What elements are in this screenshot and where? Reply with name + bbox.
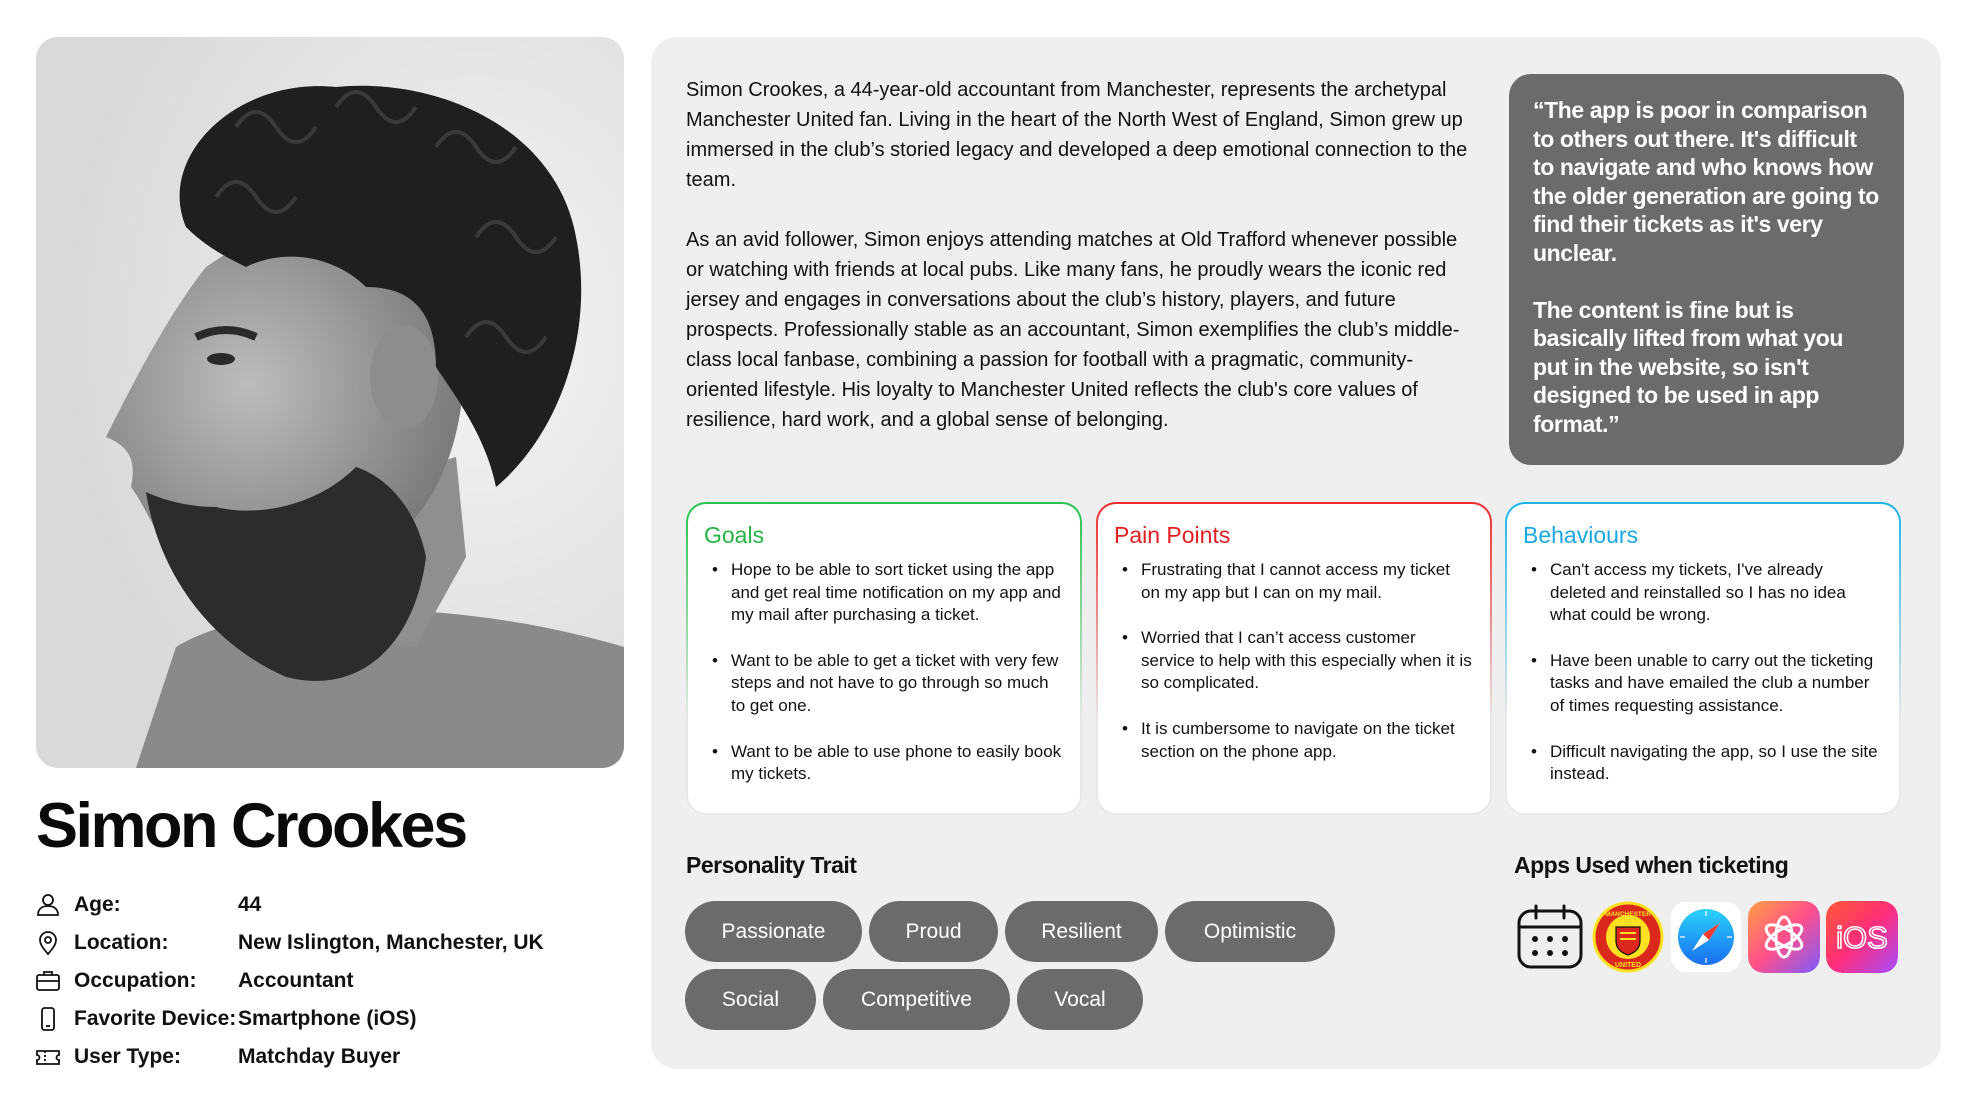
persona-photo — [36, 37, 624, 768]
user-icon — [34, 891, 62, 919]
attribute-value: Smartphone (iOS) — [238, 1007, 417, 1030]
manchester-united-crest-icon — [1592, 901, 1664, 973]
briefcase-icon — [34, 967, 62, 995]
attribute-favorite-device — [34, 1000, 634, 1038]
crest-bottom-text: UNITED — [1614, 962, 1642, 969]
behaviours-list — [1523, 559, 1881, 786]
attribute-label: Age: — [74, 893, 121, 916]
ios-label: iOS — [1836, 920, 1888, 955]
attribute-user-type — [34, 1038, 634, 1076]
list-item: • Want to be able to use phone to easily book my tickets. — [731, 741, 1062, 786]
goals-list — [704, 559, 1062, 786]
persona-bio — [686, 75, 1476, 435]
ios-icon — [1826, 901, 1898, 973]
location-pin-icon — [34, 929, 62, 957]
attribute-label: Favorite Device: — [74, 1007, 237, 1030]
quote-paragraph: The content is fine but is basically lifted from what you put in the website, so isn't designed to be used in app format.” — [1533, 296, 1844, 437]
list-item: • Hope to be able to sort ticket using the app and get real time notification on my app and my mail after purchasing a ticket. — [731, 559, 1062, 627]
list-item: • It is cumbersome to navigate on the ticket section on the phone app. — [1141, 718, 1472, 763]
attribute-label: Occupation: — [74, 969, 197, 992]
attribute-occupation — [34, 962, 634, 1000]
ai-assistant-icon — [1748, 901, 1820, 973]
behaviours-title: Behaviours — [1523, 522, 1639, 548]
list-item: • Have been unable to carry out the ticketing tasks and have emailed the club a number of times requesting assistance. — [1550, 650, 1881, 718]
trait-pill: Passionate — [685, 901, 862, 962]
smartphone-icon — [34, 1005, 62, 1033]
trait-pill: Optimistic — [1165, 901, 1335, 962]
trait-pill: Social — [685, 969, 816, 1030]
behaviours-card — [1505, 502, 1901, 815]
list-item: • Difficult navigating the app, so I use the site instead. — [1550, 741, 1881, 786]
calendar-icon — [1514, 901, 1586, 973]
persona-portrait-illustration — [36, 37, 624, 768]
persona-quote — [1509, 74, 1904, 465]
apps-title: Apps Used when ticketing — [1514, 852, 1789, 878]
ticket-icon — [34, 1043, 62, 1071]
trait-pill: Competitive — [823, 969, 1010, 1030]
pain-points-card — [1096, 502, 1492, 815]
crest-top-text: MANCHESTER — [1605, 911, 1651, 918]
goals-title: Goals — [704, 522, 765, 548]
list-item: • Frustrating that I cannot access my ticket on my app but I can on my mail. — [1141, 559, 1472, 604]
attribute-location — [34, 924, 634, 962]
attribute-label: Location: — [74, 931, 169, 954]
quote-paragraph: “The app is poor in comparison to others out there. It's difficult to navigate and who knows how the older generation are going to find their tickets as it's very unclear. — [1533, 97, 1879, 266]
personality-title: Personality Trait — [686, 852, 857, 878]
list-item: • Want to be able to get a ticket with very few steps and not have to go through so much to get one. — [731, 650, 1062, 718]
persona-attributes — [34, 886, 634, 1076]
list-item: • Can't access my tickets, I've already deleted and reinstalled so I has no idea what could be wrong. — [1550, 559, 1881, 627]
bio-paragraph: Simon Crookes, a 44-year-old accountant from Manchester, represents the archetypal Manchester United fan. Living in the heart of the North West of England, Simon grew up immersed in the club’s storied legacy and developed a deep emotional connection to the team. — [686, 79, 1468, 191]
bio-paragraph: As an avid follower, Simon enjoys attending matches at Old Trafford whenever possible or watching with friends at local pubs. Like many fans, he proudly wears the iconic red jersey and engages in conversations about the club’s history, players, and future prospects. Professionally stable as an accountant, Simon exemplifies the club’s middle-class local fanbase, combining a passion for football with a pragmatic, community-oriented lifestyle. His loyalty to Manchester United reflects the club's core values of resilience, hard work, and a global sense of belonging. — [686, 229, 1460, 431]
attribute-label: User Type: — [74, 1045, 181, 1068]
attribute-value: Accountant — [238, 969, 354, 992]
trait-pill: Vocal — [1017, 969, 1143, 1030]
trait-pill: Proud — [869, 901, 998, 962]
goals-card — [686, 502, 1082, 815]
trait-pill: Resilient — [1005, 901, 1158, 962]
pain-points-title: Pain Points — [1114, 522, 1231, 548]
safari-icon — [1670, 901, 1742, 973]
list-item: • Worried that I can’t access customer service to help with this especially when it is so complicated. — [1141, 627, 1472, 695]
attribute-value: Matchday Buyer — [238, 1045, 401, 1068]
persona-name: Simon Crookes — [36, 791, 466, 861]
attribute-value: 44 — [238, 893, 262, 916]
pain-points-list — [1114, 559, 1472, 763]
attribute-age — [34, 886, 634, 924]
attribute-value: New Islington, Manchester, UK — [238, 931, 544, 954]
